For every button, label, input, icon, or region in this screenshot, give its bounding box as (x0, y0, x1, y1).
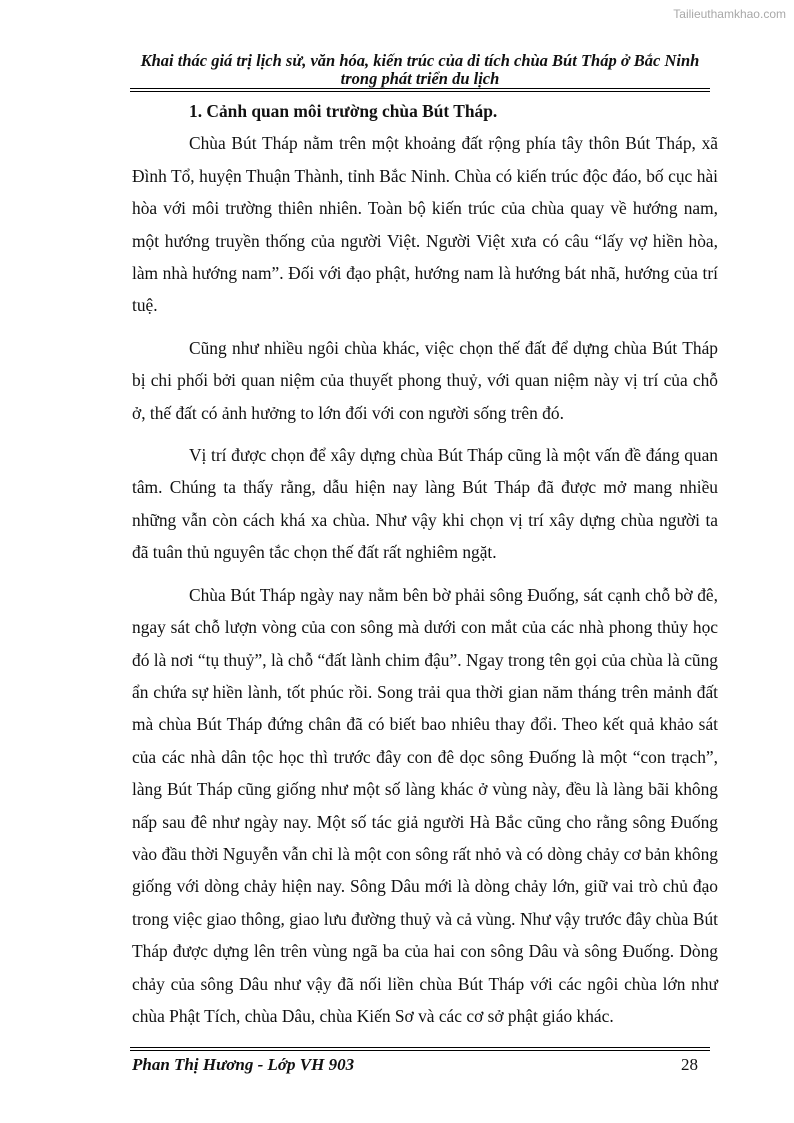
paragraph-4: Chùa Bút Tháp ngày nay nằm bên bờ phải sông Đuống, sát cạnh chỗ bờ đê, ngay sát chỗ lượn vòng của con sông mà dưới con mắt của các nhà phong thủy học đó là nơi “tụ thuỷ”, là chỗ “đất lành chim đậu”. Ngay trong tên gọi của chùa là cũng ẩn chứa sự hiền lành, tốt phúc rồi. Song trải qua thời gian năm tháng trên mảnh đất mà chùa Bút Tháp đứng chân đã có biết bao nhiêu thay đổi. Theo kết quả khảo sát của các nhà dân tộc học thì trước đây con đê dọc sông Đuống là một “con trạch”, làng Bút Tháp cũng giống như một số làng khác ở vùng này, đều là làng bãi không nấp sau đê như ngày nay. Một số tác giả người Hà Bắc cũng cho rằng sông Đuống vào đầu thời Nguyễn vẫn chỉ là một con sông rất nhỏ và có dòng chảy cơ bản không giống với dòng chảy hiện nay. Sông Dâu mới là dòng chảy lớn, giữ vai trò chủ đạo trong việc giao thông, giao lưu đường thuỷ và cả vùng. Như vậy trước đây chùa Bút Tháp được dựng lên trên vùng ngã ba của hai con sông Dâu và sông Đuống. Dòng chảy của sông Dâu như vậy đã nối liền chùa Bút Tháp với các ngôi chùa lớn như chùa Phật Tích, chùa Dâu, chùa Kiến Sơ và các cơ sở phật giáo khác. (132, 584, 718, 1026)
paragraph-1: Chùa Bút Tháp nằm trên một khoảng đất rộng phía tây thôn Bút Tháp, xã Đình Tổ, huyện Thuận Thành, tỉnh Bắc Ninh. Chùa có kiến trúc độc đáo, bố cục hài hòa với môi trường thiên nhiên. Toàn bộ kiến trúc của chùa quay về hướng nam, một hướng truyền thống của người Việt. Người Việt xưa có câu “lấy vợ hiền hòa, làm nhà hướng nam”. Đối với đạo phật, hướng nam là hướng bát nhã, hướng của trí tuệ. (132, 133, 718, 316)
page-number: 28 (681, 1055, 698, 1074)
footer-author: Phan Thị Hương - Lớp VH 903 (132, 1055, 355, 1074)
section-heading: 1. Cảnh quan môi trường chùa Bút Tháp. (189, 101, 498, 121)
paragraph-3: Vị trí được chọn để xây dựng chùa Bút Tháp cũng là một vấn đề đáng quan tâm. Chúng ta thấy rằng, dẫu hiện nay làng Bút Tháp đã được mở mang nhiều những vẫn còn cách khá xa chùa. Như vậy khi chọn vị trí xây dựng chùa người ta đã tuân thủ nguyên tắc chọn thế đất rất nghiêm ngặt. (132, 445, 718, 563)
header-rule (130, 88, 710, 92)
document-body (132, 95, 718, 1042)
paragraph-2: Cũng như nhiều ngôi chùa khác, việc chọn thế đất để dựng chùa Bút Tháp bị chi phối bởi quan niệm của thuyết phong thuỷ, với quan niệm này vị trí của chỗ ở, thế đất có ảnh hưởng to lớn đối với con người sống trên đó. (132, 337, 718, 423)
watermark: Tailieuthamkhao.com (673, 7, 786, 21)
footer-rule (130, 1047, 710, 1051)
running-header: Khai thác giá trị lịch sử, văn hóa, kiến trúc của di tích chùa Bút Tháp ở Bắc Ninh trong phát triển du lịch (140, 51, 700, 88)
